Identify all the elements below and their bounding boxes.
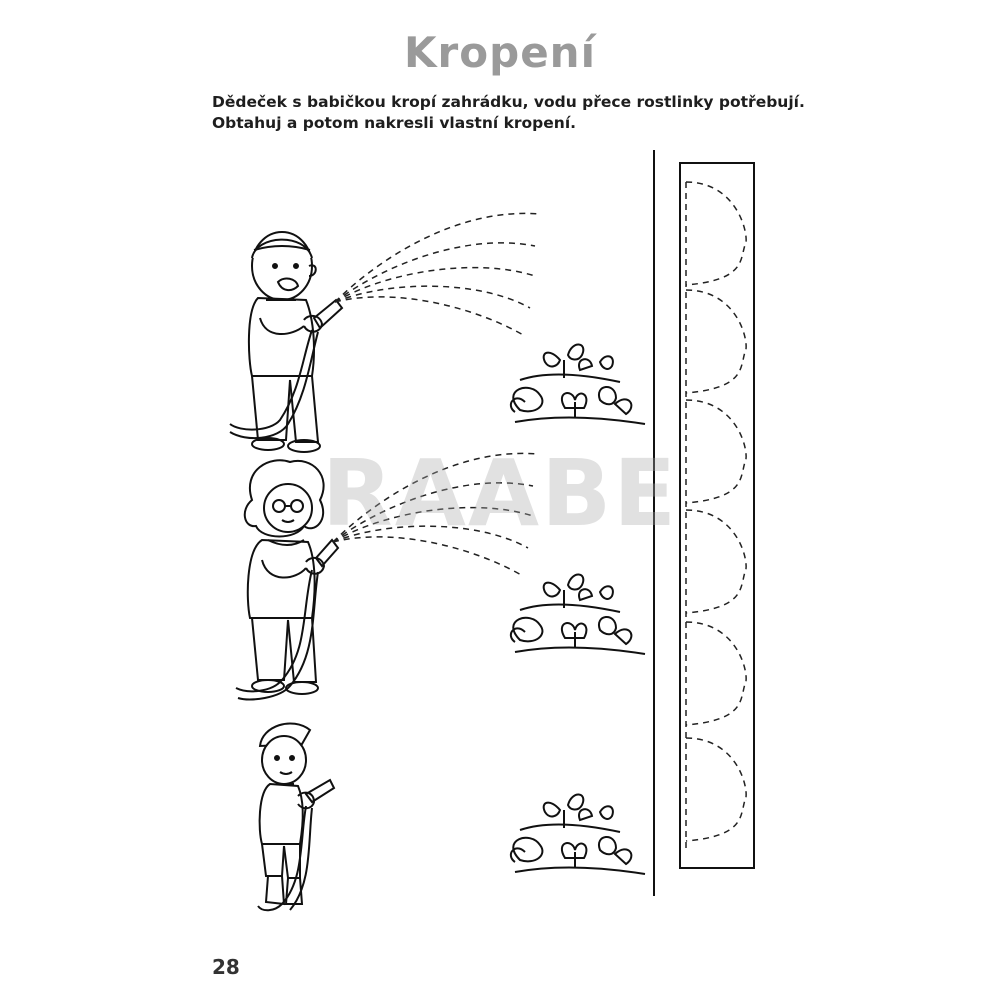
plant-bed-3 xyxy=(511,794,645,874)
page-title: Kropení xyxy=(404,28,596,77)
grandfather-figure xyxy=(230,232,342,452)
plant-bed-1 xyxy=(511,344,645,424)
boy-figure xyxy=(258,723,334,910)
page-number: 28 xyxy=(212,955,240,979)
spray-lines-1 xyxy=(335,213,540,336)
watermark: RAABE xyxy=(321,440,679,547)
instruction-line-2: Obtahuj a potom nakresli vlastní kropení. xyxy=(212,114,577,132)
instruction-line-1: Dědeček s babičkou kropí zahrádku, vodu přece rostlinky potřebují. xyxy=(212,93,805,111)
plant-bed-2 xyxy=(511,574,645,654)
